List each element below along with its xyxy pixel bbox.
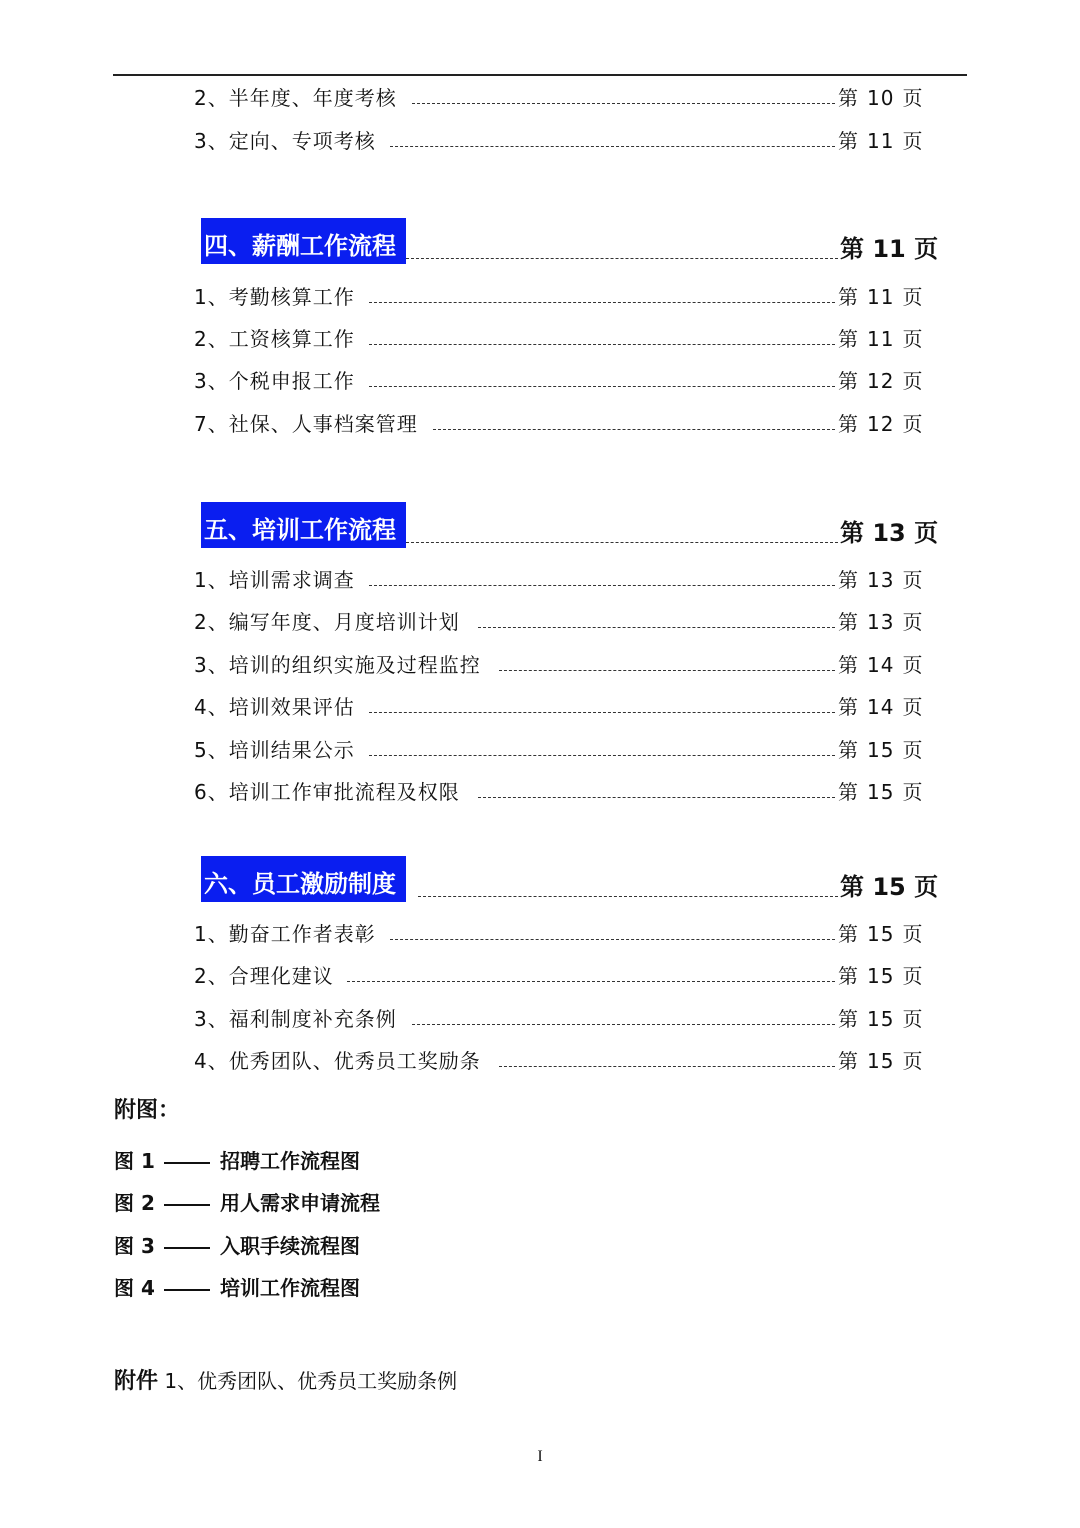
toc-entry[interactable] [0,324,1080,354]
toc-entry-page [838,282,923,312]
figure-id: 图 4 [114,1276,155,1300]
page-number-value: 15 [867,964,895,988]
toc-entry-label: 2、编写年度、月度培训计划 [194,610,460,634]
page-suffix: 页 [902,922,924,946]
toc-entry-page [838,1046,923,1076]
page-prefix: 第 [838,86,859,110]
page-suffix: 页 [902,568,924,592]
toc-entry-label: 2、半年度、年度考核 [194,86,397,110]
figure-entry[interactable] [114,1146,360,1176]
figure-entry[interactable] [114,1231,360,1261]
toc-entry-page [838,607,923,637]
page-suffix: 页 [902,129,924,153]
toc-entry[interactable] [0,126,1080,156]
figure-title: 用人需求申请流程 [220,1191,380,1215]
page-suffix: 页 [902,1007,924,1031]
toc-entry-page [838,919,923,949]
em-dash [164,1247,210,1249]
dotted-leader [478,797,835,798]
dotted-leader [369,585,835,586]
page-prefix: 第 [838,327,859,351]
page-suffix: 页 [902,653,924,677]
toc-entry-page [838,692,923,722]
page-suffix: 页 [902,964,924,988]
em-dash [164,1204,210,1206]
dotted-leader [499,670,835,671]
page-number-value: 13 [867,568,895,592]
page-number-value: 10 [867,86,895,110]
page-suffix: 页 [902,86,924,110]
page-suffix: 页 [902,780,924,804]
page-prefix: 第 [838,568,859,592]
toc-entry-page [838,961,923,991]
page-prefix: 第 [838,369,859,393]
section-page-number: 第 11 页 [840,235,939,263]
toc-entry[interactable] [0,692,1080,722]
page-number: I [537,1448,543,1465]
page-prefix: 第 [838,922,859,946]
page-number-value: 13 [867,610,895,634]
dotted-leader [369,344,835,345]
toc-entry-page [838,83,923,113]
toc-entry-page [838,1004,923,1034]
page-suffix: 页 [902,327,924,351]
toc-entry-label: 3、福利制度补充条例 [194,1007,397,1031]
dotted-leader [406,258,838,259]
figure-id: 图 3 [114,1234,155,1258]
page-number-value: 11 [867,129,895,153]
page-prefix: 第 [838,129,859,153]
dotted-leader [478,627,835,628]
toc-entry-label: 7、社保、人事档案管理 [194,412,418,436]
toc-entry[interactable] [0,565,1080,595]
toc-entry-label: 1、勤奋工作者表彰 [194,922,376,946]
figure-entry[interactable] [114,1273,360,1303]
section-title: 五、培训工作流程 [201,502,406,548]
page-number-value: 14 [867,653,895,677]
dotted-leader [369,386,835,387]
dotted-leader [406,542,838,543]
page-prefix: 第 [838,285,859,309]
em-dash [164,1162,210,1164]
toc-entry[interactable] [0,607,1080,637]
dotted-leader [390,939,835,940]
section-page-number: 第 13 页 [840,519,939,547]
page-suffix: 页 [902,285,924,309]
page-prefix: 第 [838,412,859,436]
page-number-value: 11 [867,327,895,351]
toc-entry-page [838,650,923,680]
page-number-value: 11 [867,285,895,309]
section-heading-row[interactable] [0,218,1080,264]
toc-entry-page [838,366,923,396]
dotted-leader [418,896,838,897]
toc-entry-page [838,126,923,156]
section-heading-row[interactable] [0,502,1080,548]
page-prefix: 第 [838,964,859,988]
figure-id: 图 1 [114,1149,155,1173]
page-suffix: 页 [902,1049,924,1073]
page-number-value: 15 [867,1007,895,1031]
toc-entry-page [838,565,923,595]
toc-entry[interactable] [0,919,1080,949]
toc-entry-label: 4、优秀团队、优秀员工奖励条 [194,1049,481,1073]
toc-entry[interactable] [0,650,1080,680]
page-suffix: 页 [902,610,924,634]
toc-entry-label: 3、个税申报工作 [194,369,355,393]
page-prefix: 第 [838,653,859,677]
page-number-value: 12 [867,412,895,436]
page-suffix: 页 [902,738,924,762]
section-title: 六、员工激励制度 [201,856,406,902]
figure-title: 招聘工作流程图 [220,1149,360,1173]
toc-entry[interactable] [0,961,1080,991]
page-prefix: 第 [838,610,859,634]
dotted-leader [412,103,835,104]
toc-entry[interactable] [0,282,1080,312]
page-number-value: 15 [867,922,895,946]
toc-entry[interactable] [0,409,1080,439]
section-title: 四、薪酬工作流程 [201,218,406,264]
toc-entry[interactable] [0,366,1080,396]
page-prefix: 第 [838,695,859,719]
page-suffix: 页 [902,695,924,719]
dotted-leader [369,302,835,303]
page-prefix: 第 [838,1049,859,1073]
attachment-line [114,1365,457,1398]
toc-entry-label: 2、合理化建议 [194,964,334,988]
dotted-leader [369,755,835,756]
toc-entry-page [838,409,923,439]
toc-entry[interactable] [0,83,1080,113]
toc-entry[interactable] [0,1046,1080,1076]
figure-title: 入职手续流程图 [220,1234,360,1258]
dotted-leader [347,981,835,982]
toc-entry-label: 3、定向、专项考核 [194,129,376,153]
page-number-value: 15 [867,1049,895,1073]
dotted-leader [369,712,835,713]
attachment-text: 1、优秀团队、优秀员工奖励条例 [164,1369,458,1393]
dotted-leader [433,429,835,430]
dotted-leader [390,146,835,147]
toc-entry-label: 6、培训工作审批流程及权限 [194,780,460,804]
toc-entry[interactable] [0,1004,1080,1034]
page-number-value: 15 [867,738,895,762]
page-prefix: 第 [838,1007,859,1031]
toc-entry-label: 4、培训效果评估 [194,695,355,719]
em-dash [164,1289,210,1291]
toc-entry-label: 3、培训的组织实施及过程监控 [194,653,481,677]
toc-entry-label: 1、考勤核算工作 [194,285,355,309]
toc-entry[interactable] [0,735,1080,765]
figure-title: 培训工作流程图 [220,1276,360,1300]
figure-entry[interactable] [114,1188,380,1218]
dotted-leader [499,1066,835,1067]
dotted-leader [412,1024,835,1025]
toc-entry-page [838,324,923,354]
toc-entry-label: 2、工资核算工作 [194,327,355,351]
header-rule [113,74,967,76]
appendix-heading: 附图： [114,1098,181,1123]
toc-entry[interactable] [0,777,1080,807]
attachment-label: 附件 [114,1369,159,1394]
toc-entry-page [838,777,923,807]
page-number-value: 12 [867,369,895,393]
page-suffix: 页 [902,369,924,393]
page-prefix: 第 [838,738,859,762]
page-number-value: 15 [867,780,895,804]
toc-entry-label: 1、培训需求调查 [194,568,355,592]
page-suffix: 页 [902,412,924,436]
page-prefix: 第 [838,780,859,804]
page-number-value: 14 [867,695,895,719]
figure-id: 图 2 [114,1191,155,1215]
section-page-number: 第 15 页 [840,873,939,901]
toc-entry-label: 5、培训结果公示 [194,738,355,762]
toc-entry-page [838,735,923,765]
section-heading-row[interactable] [0,856,1080,902]
